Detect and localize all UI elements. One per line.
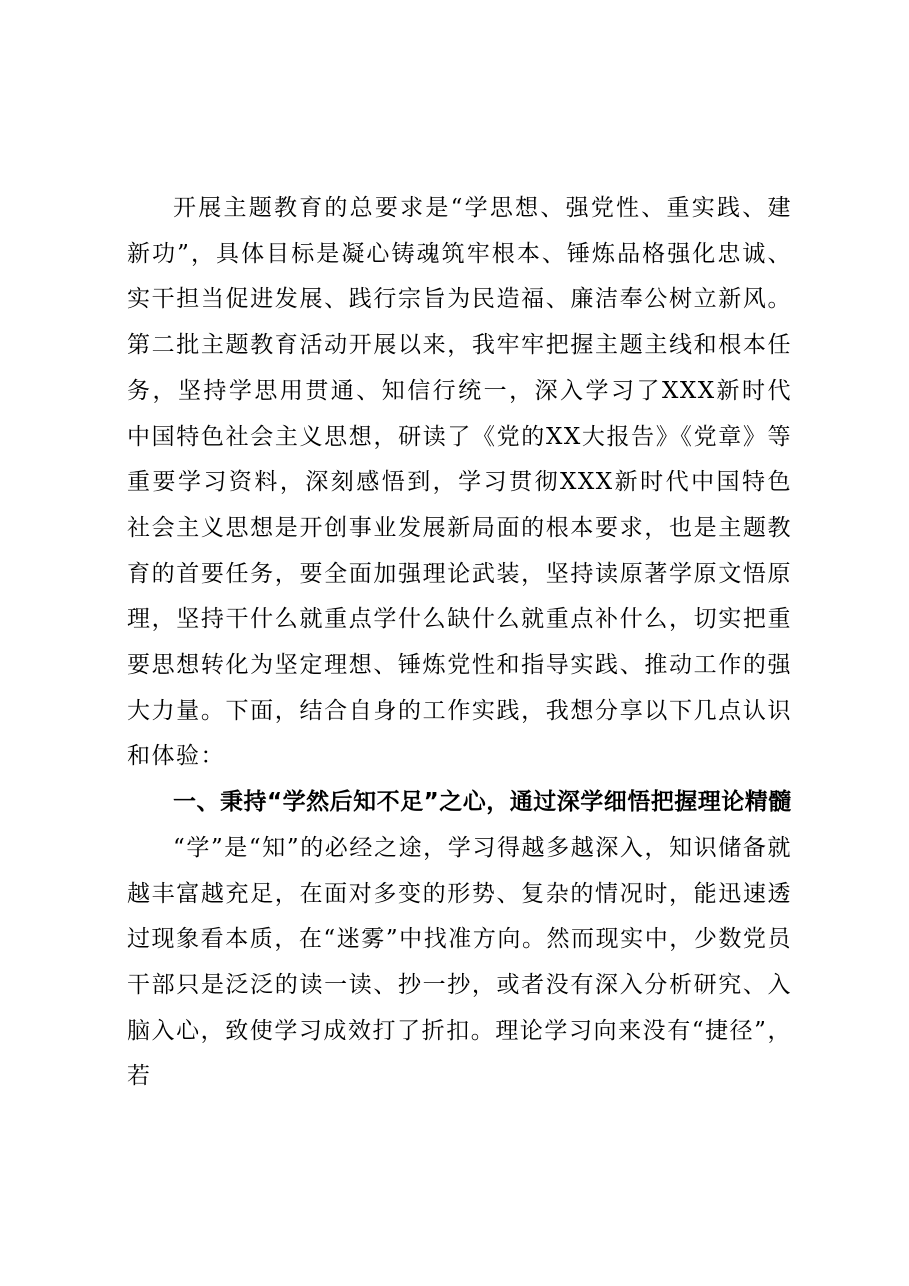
section-1-paragraph: “学”是“知”的必经之途，学习得越多越深入，知识储备就越丰富越充足，在面对多变的形势、复杂的情况时，能迅速透过现象看本质，在“迷雾”中找准方向。然而现实中，少数党员干部只是泛泛的读一读、抄一抄，或者没有深入分析研究、入脑入心，致使学习成效打了折扣。理论学习向来没有“捷径”，若 [127, 834, 792, 1090]
section-heading-1: 一、秉持“学然后知不足”之心，通过深学细悟把握理论精髓 [173, 789, 792, 816]
intro-paragraph: 开展主题教育的总要求是“学思想、强党性、重实践、建新功”，具体目标是凝心铸魂筑牢根本、锤炼品格强化忠诚、实干担当促进发展、践行宗旨为民造福、廉洁奉公树立新风。第二批主题教育活动开展以来，我牢牢把握主题主线和根本任务，坚持学思用贯通、知信行统一，深入学习了XXX新时代中国特色社会主义思想，研读了《党的XX大报告》《党章》等重要学习资料，深刻感悟到，学习贯彻XXX新时代中国特色社会主义思想是开创事业发展新局面的根本要求，也是主题教育的首要任务，要全面加强理论武装，坚持读原著学原文悟原理，坚持干什么就重点学什么缺什么就重点补什么，切实把重要思想转化为坚定理想、锤炼党性和指导实践、推动工作的强大力量。下面，结合自身的工作实践，我想分享以下几点认识和体验： [127, 195, 792, 770]
document-body [127, 186, 792, 1100]
